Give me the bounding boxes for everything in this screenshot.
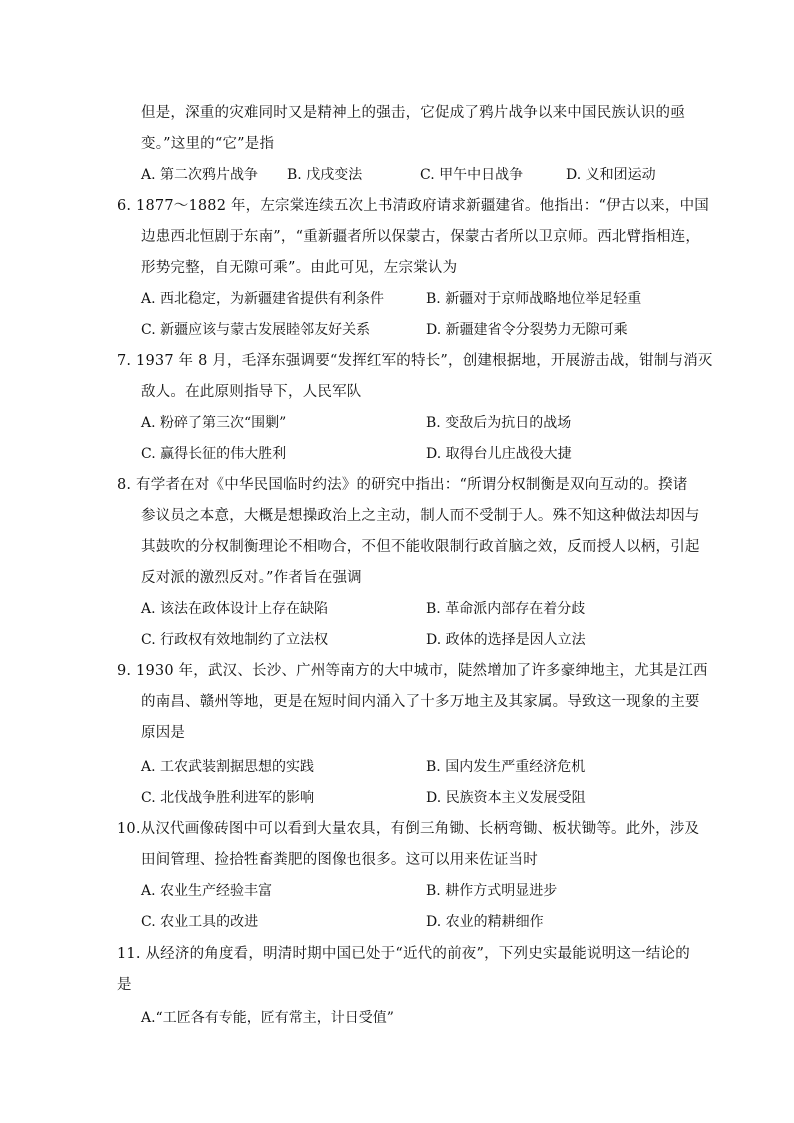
q9-option-b: B. 国内发生严重经济危机 <box>426 759 586 775</box>
q9-option-d: D. 民族资本主义发展受阻 <box>426 790 586 806</box>
q7-stem-line: 敌人。在此原则指导下，人民军队 <box>141 384 362 400</box>
q8-stem-line: 反对派的激烈反对。”作者旨在强调 <box>141 570 362 586</box>
q7-option-c: C. 赢得长征的伟大胜利 <box>141 446 287 462</box>
q6-stem-line: 形势完整，自无隙可乘”。由此可见，左宗棠认为 <box>141 260 458 276</box>
q6-stem-line: 6. 1877～1882 年，左宗棠连续五次上书清政府请求新疆建省。他指出：“伊古以来，中国 <box>117 198 709 214</box>
q9-stem-line: 原因是 <box>141 725 186 741</box>
q8-stem-line: 8. 有学者在对《中华民国临时约法》的研究中指出：“所谓分权制衡是双向互动的。揆诸 <box>117 477 688 493</box>
q6-option-d: D. 新疆建省令分裂势力无隙可乘 <box>426 322 628 338</box>
q8-stem-line: 参议员之本意，大概是想操政治上之主动，制人而不受制于人。殊不知这种做法却因与 <box>141 508 700 524</box>
q8-option-d: D. 政体的选择是因人立法 <box>426 632 586 648</box>
q6-option-a: A. 西北稳定，为新疆建省提供有利条件 <box>141 291 385 307</box>
q8-stem-line: 其鼓吹的分权制衡理论不相吻合，不但不能收限制行政首脑之效，反而授人以柄，引起 <box>141 539 700 555</box>
q6-stem-line: 边患西北恒剧于东南”，“重新疆者所以保蒙古，保蒙古者所以卫京师。西北臂指相连， <box>141 229 701 245</box>
q5-stem-line: 变。”这里的“它”是指 <box>141 136 275 152</box>
q10-option-c: C. 农业工具的改进 <box>141 914 259 930</box>
q6-option-b: B. 新疆对于京师战略地位举足轻重 <box>426 291 642 307</box>
q5-option-d: D. 义和团运动 <box>566 167 656 183</box>
q5-option-b: B. 戊戌变法 <box>287 167 363 183</box>
q5-stem-line: 但是，深重的灾难同时又是精神上的强击，它促成了鸦片战争以来中国民族认识的亟 <box>141 105 685 121</box>
q9-stem-line: 的南昌、赣州等地，更是在短时间内涌入了十多万地主及其家属。导致这一现象的主要 <box>141 694 700 710</box>
q8-option-b: B. 革命派内部存在着分歧 <box>426 601 586 617</box>
q10-option-b: B. 耕作方式明显进步 <box>426 883 558 899</box>
q8-option-a: A. 该法在政体设计上存在缺陷 <box>141 601 329 617</box>
q10-stem-line: 10.从汉代画像砖图中可以看到大量农具，有倒三角锄、长柄弯锄、板状锄等。此外，涉及 <box>117 821 700 837</box>
q9-option-a: A. 工农武装割据思想的实践 <box>141 759 315 775</box>
q10-stem-line: 田间管理、捡拾牲畜粪肥的图像也很多。这可以用来佐证当时 <box>141 852 538 868</box>
q10-option-d: D. 农业的精耕细作 <box>426 914 544 930</box>
q11-option-a: A.“工匠各有专能，匠有常主，计日受值” <box>141 1010 394 1026</box>
q7-option-b: B. 变敌后为抗日的战场 <box>426 415 572 431</box>
q5-option-c: C. 甲午中日战争 <box>420 167 524 183</box>
q11-stem-line: 11. 从经济的角度看，明清时期中国已处于“近代的前夜”，下列史实最能说明这一结论的 <box>117 946 690 962</box>
q7-option-d: D. 取得台儿庄战役大捷 <box>426 446 572 462</box>
q7-option-a: A. 粉碎了第三次“围剿” <box>141 415 287 431</box>
q11-stem-line: 是 <box>117 977 132 993</box>
q9-option-c: C. 北伐战争胜利进军的影响 <box>141 790 315 806</box>
q6-option-c: C. 新疆应该与蒙古发展睦邻友好关系 <box>141 322 371 338</box>
q5-option-a: A. 第二次鸦片战争 <box>141 167 259 183</box>
q8-option-c: C. 行政权有效地制约了立法权 <box>141 632 329 648</box>
q10-option-a: A. 农业生产经验丰富 <box>141 883 273 899</box>
q9-stem-line: 9. 1930 年，武汉、长沙、广州等南方的大中城市，陡然增加了许多豪绅地主，尤其是江西 <box>117 663 708 679</box>
q7-stem-line: 7. 1937 年 8 月，毛泽东强调要“发挥红军的特长”，创建根据地，开展游击战，钳制与消灭 <box>117 353 713 369</box>
